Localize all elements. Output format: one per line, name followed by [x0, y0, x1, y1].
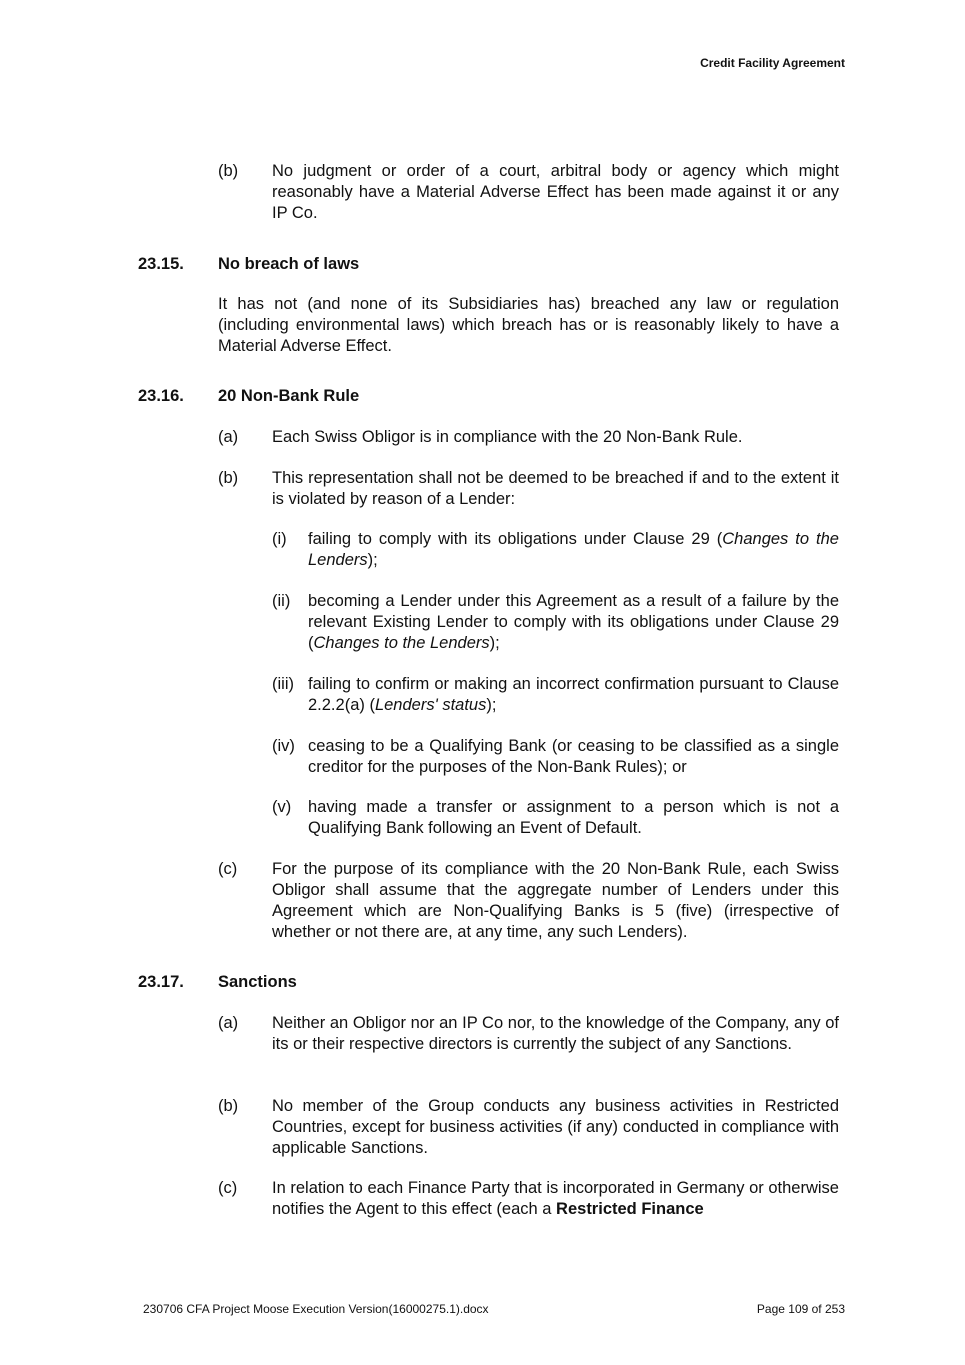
sublist-label: (v) [272, 798, 292, 816]
section-title: Sanctions [218, 973, 297, 991]
sublist-label: (iii) [272, 675, 294, 693]
sublist-label: (iv) [272, 737, 295, 755]
clause-text: No judgment or order of a court, arbitral body or agency which might reasonably have a Material Adverse Effect has been made against it or any IP Co. [272, 162, 839, 222]
subclause-text: becoming a Lender under this Agreement as a result of a failure by the relevant Existing Lender to comply with its obligations under Clause 29 (Changes to the Lenders); [308, 592, 839, 652]
footer-page-number: Page 109 of 253 [756, 1302, 845, 1316]
list-label: (b) [218, 1097, 239, 1115]
sublist-label: (i) [272, 530, 287, 548]
list-label: (c) [218, 860, 238, 878]
section-number: 23.16. [138, 387, 184, 405]
list-label: (b) [218, 162, 239, 180]
subclause-text: ceasing to be a Qualifying Bank (or ceasing to be classified as a single creditor for the purposes of the Non-Bank Rules); or [308, 737, 839, 776]
list-label: (a) [218, 428, 239, 446]
section-paragraph: It has not (and none of its Subsidiaries has) breached any law or regulation (including environmental laws) which breach has or is reasonably likely to have a Material Adverse Effect. [218, 295, 839, 355]
section-title: 20 Non-Bank Rule [218, 387, 360, 405]
subclause-text: failing to comply with its obligations under Clause 29 (Changes to the Lenders); [308, 530, 839, 569]
subclause-text: failing to confirm or making an incorrect confirmation pursuant to Clause 2.2.2(a) (Lenders' status); [308, 675, 839, 714]
section-number: 23.15. [138, 255, 184, 273]
list-label: (a) [218, 1014, 239, 1032]
subclause-text: having made a transfer or assignment to a person which is not a Qualifying Bank following an Event of Default. [308, 798, 839, 837]
clause-text: In relation to each Finance Party that is incorporated in Germany or otherwise notifies the Agent to this effect (each a Restricted Finance [272, 1179, 839, 1218]
footer-filename: 230706 CFA Project Moose Execution Version(16000275.1).docx [143, 1302, 489, 1316]
clause-text: Neither an Obligor nor an IP Co nor, to the knowledge of the Company, any of its or their respective directors is currently the subject of any Sanctions. [272, 1014, 839, 1053]
clause-text: This representation shall not be deemed to be breached if and to the extent it is violated by reason of a Lender: [272, 469, 839, 508]
clause-text: Each Swiss Obligor is in compliance with the 20 Non-Bank Rule. [272, 428, 743, 446]
section-title: No breach of laws [218, 255, 360, 273]
page-header-title: Credit Facility Agreement [700, 56, 845, 70]
sublist-label: (ii) [272, 592, 291, 610]
list-label: (b) [218, 469, 239, 487]
clause-text: For the purpose of its compliance with the 20 Non-Bank Rule, each Swiss Obligor shall assume that the aggregate number of Lenders under this Agreement which are Non-Qualifying Banks is 5 (five) (irrespective of whether or not there are, at any time, any such Lenders). [272, 860, 839, 941]
clause-text: No member of the Group conducts any business activities in Restricted Countries, except for business activities (if any) conducted in compliance with applicable Sanctions. [272, 1097, 839, 1157]
section-number: 23.17. [138, 973, 184, 991]
list-label: (c) [218, 1179, 238, 1197]
